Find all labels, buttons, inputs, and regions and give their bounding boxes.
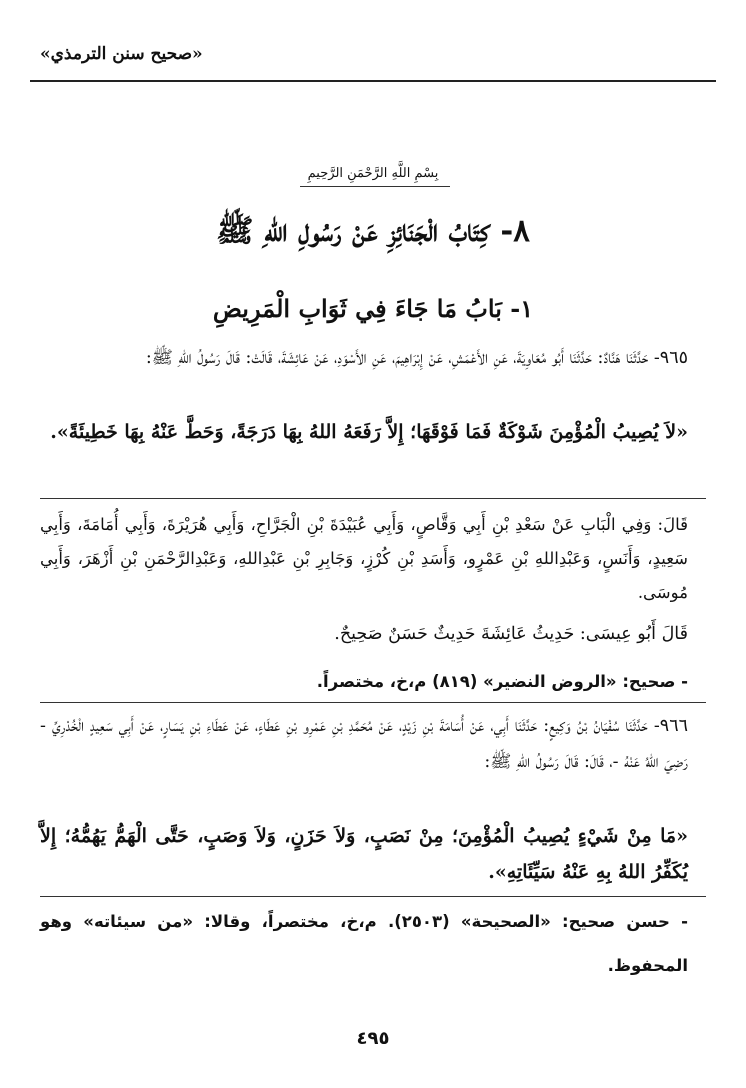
hadith-965-grade xyxy=(40,664,688,700)
hadith-965-grade-text: - صحيح: «الروض النضير» (٨١٩) م،خ، مختصراً. xyxy=(316,672,688,691)
hadith-965-isnad xyxy=(40,340,688,376)
hadith-966-grade xyxy=(40,900,688,988)
hadith-966-matn xyxy=(40,818,688,890)
hadith-965-isnad-text: ٩٦٥- حَدَّثَنَا هَنَّادٌ: حَدَّثَنَا أَبُو مُعَاوِيَةَ، عَنِ الأَعْمَشِ، عَنْ إِبْرَاهِيمَ، عَنِ الأَسْوَدِ، عَنْ عَائِشَةَ، قَالَتْ: قَالَ رَسُولُ اللهِ ﷺ: xyxy=(145,348,688,368)
hadith-966-grade-text: - حسن صحيح: «الصحيحة» (٢٥٠٣). م،خ، مختصراً، وقالا: «من سيئاته» وهو المحفوظ. xyxy=(40,912,688,975)
chapter-title: ١- بَابُ مَا جَاءَ فِي ثَوَابِ الْمَرِيضِ xyxy=(212,294,534,323)
hadith-966-isnad-text: ٩٦٦- حَدَّثَنَا سُفْيَانُ بْنُ وَكِيعٍ: حَدَّثَنَا أَبِي، عَنْ أُسَامَةَ بْنِ زَيْدٍ، عَنْ مُحَمَّدِ بْنِ عَمْرِو بْنِ عَطَاءٍ، عَنْ عَطَاءِ بْنِ يَسَارٍ، عَنْ أَبِي سَعِيدٍ الْخُدْرِيِّ - رَضِيَ اللهُ عَنْهُ -، قَالَ: قَالَ رَسُولُ اللهِ ﷺ: xyxy=(40,716,688,772)
section-divider xyxy=(40,896,706,897)
book-title: ٨- كِتَابُ الْجَنَائِزِ عَنْ رَسُولِ اللهِ ﷺ xyxy=(216,213,530,249)
hadith-965-abu-isa xyxy=(40,616,688,652)
hadith-965-note-text: قَالَ: وَفِي الْبَابِ عَنْ سَعْدِ بْنِ أَبِي وَقَّاصٍ، وَأَبِي عُبَيْدَةَ بْنِ الْجَرَّاحِ، وَأَبِي هُرَيْرَةَ، وَأَبِي أُمَامَةَ، وَأَبِي سَعِيدٍ، وَأَنَسٍ، وَعَبْدِاللهِ بْنِ عَمْرٍو، وَأَسَدِ بْنِ كُرْزٍ، وَجَابِرِ بْنِ عَبْدِاللهِ، وَعَبْدِالرَّحْمَنِ بْنِ أَزْهَرَ، وَأَبِي مُوسَى. xyxy=(40,515,688,602)
bismillah-flourish xyxy=(300,186,450,187)
hadith-965-note xyxy=(40,508,688,610)
header-rule xyxy=(30,80,716,82)
section-divider xyxy=(40,498,706,499)
hadith-965-matn xyxy=(40,414,688,450)
page-number: ٤٩٥ xyxy=(356,1028,390,1049)
hadith-965-matn-text: «لاَ يُصِيبُ الْمُؤْمِنَ شَوْكَةٌ فَمَا فَوْقَهَا؛ إِلاَّ رَفَعَهُ اللهُ بِهَا دَرَجَةً، وَحَطَّ عَنْهُ بِهَا خَطِيئَةً». xyxy=(50,421,688,443)
hadith-965-abu-isa-text: قَالَ أَبُو عِيسَى: حَدِيثُ عَائِشَةَ حَدِيثٌ حَسَنٌ صَحِيحٌ. xyxy=(334,624,688,644)
bismillah: بِسْمِ اللَّهِ الرَّحْمَنِ الرَّحِيمِ xyxy=(307,166,439,181)
section-divider xyxy=(40,702,706,703)
hadith-966-isnad xyxy=(40,708,688,780)
running-header: «صحيح سنن الترمذي» xyxy=(40,44,203,64)
hadith-966-matn-text: «مَا مِنْ شَيْءٍ يُصِيبُ الْمُؤْمِنَ؛ مِنْ نَصَبٍ، وَلاَ حَزَنٍ، وَلاَ وَصَبٍ، حَتَّى الْهَمُّ يَهُمُّهُ؛ إِلاَّ يُكَفِّرُ اللهُ بِهِ عَنْهُ سَيِّئَاتِهِ». xyxy=(40,825,688,883)
